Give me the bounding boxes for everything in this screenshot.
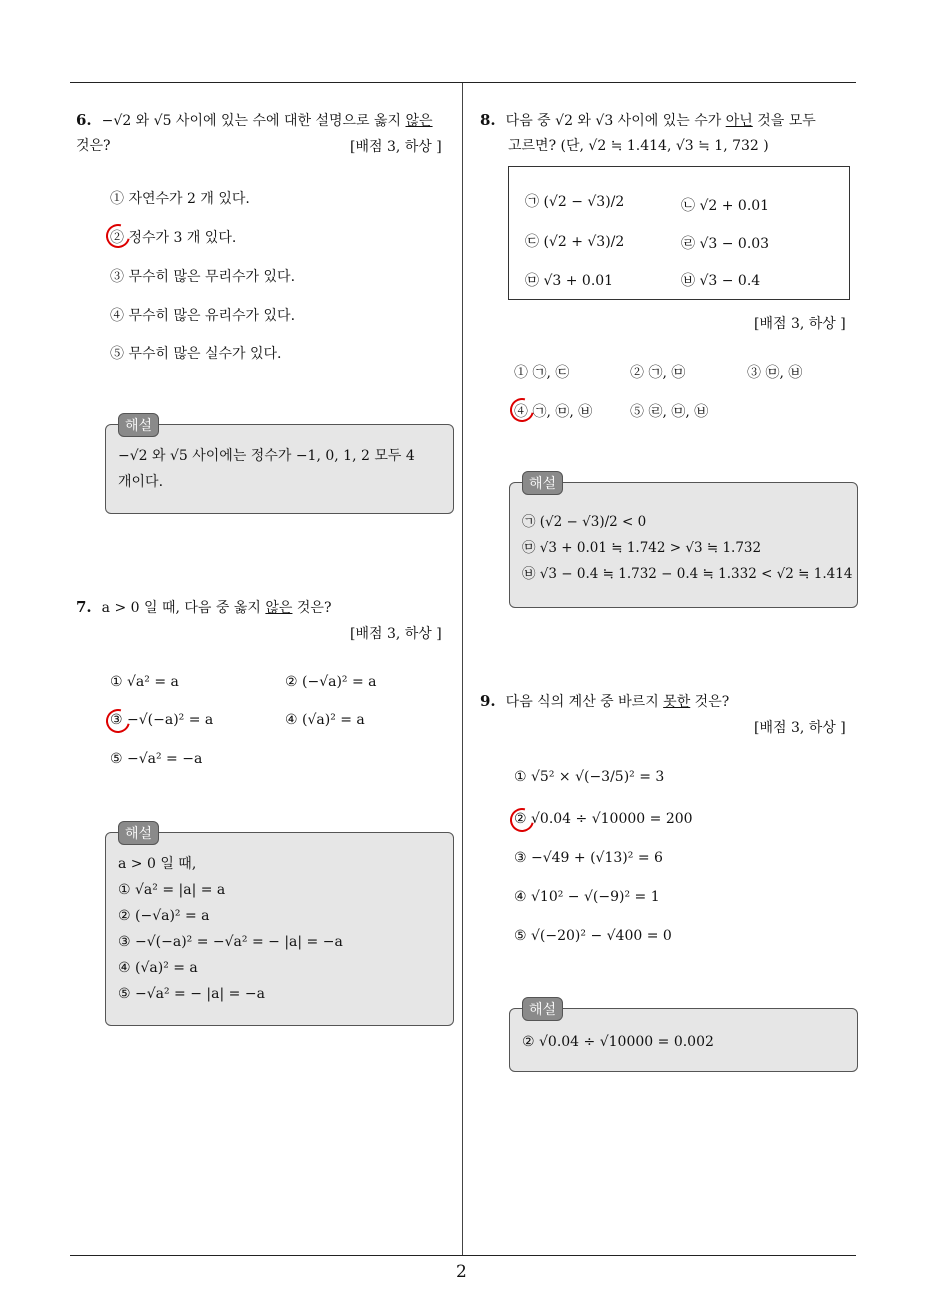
q7-option-5[interactable]: ⑤ −√a² = −a [110, 751, 203, 767]
q9-option-1[interactable]: ① √5² × √(−3/5)² = 3 [514, 769, 665, 785]
question-6-text-line2: 것은? [76, 138, 111, 154]
top-rule [70, 82, 856, 83]
question-7-text: 7. a > 0 일 때, 다음 중 옳지 않은 것은? [76, 598, 332, 616]
answer-mark [506, 804, 539, 837]
question-9-number: 9. [480, 692, 496, 710]
q7-solution-text: a > 0 일 때, ① √a² = |a| = a ② (−√a)² = a ③ −√(−a)² = −√a² = − |a| = −a ④ (√a)² = a ⑤ −√a² = − |a| = −a [118, 856, 343, 1002]
q8-solution-tag: 해설 [522, 471, 563, 495]
q8-item-b: ㉡ √2 + 0.01 [681, 198, 770, 214]
q8-solution-text: ㉠ (√2 − √3)/2 < 0 ㉤ √3 + 0.01 ≒ 1.742 > √3 ≒ 1.732 ㉥ √3 − 0.4 ≒ 1.732 − 0.4 ≒ 1.332 < √2 ≒ 1.414 [522, 514, 853, 582]
answer-mark [102, 220, 135, 253]
question-9-score: [배점 3, 하상 ] [754, 720, 846, 736]
q7-solution-tag: 해설 [118, 821, 159, 845]
q6-option-1[interactable]: ① 자연수가 2 개 있다. [110, 191, 250, 207]
q7-solution-box [105, 832, 454, 1026]
q6-option-5[interactable]: ⑤ 무수히 많은 실수가 있다. [110, 346, 282, 362]
q8-item-c: ㉢ (√2 + √3)/2 [525, 234, 625, 250]
q6-solution-box [105, 424, 454, 514]
q8-item-e: ㉤ √3 + 0.01 [525, 273, 614, 289]
answer-mark [102, 705, 135, 738]
q7-option-3[interactable]: ③ −√(−a)² = a [110, 712, 214, 728]
answer-mark [506, 394, 539, 427]
q6-solution-text: −√2 와 √5 사이에는 정수가 −1, 0, 1, 2 모두 4 개이다. [118, 448, 415, 490]
q6-solution-tag: 해설 [118, 413, 159, 437]
q7-option-1[interactable]: ① √a² = a [110, 674, 179, 690]
q8-option-5[interactable]: ⑤ ㉣, ㉤, ㉥ [630, 404, 709, 420]
question-8-text-line2: 고르면? (단, √2 ≒ 1.414, √3 ≒ 1, 732 ) [508, 138, 769, 154]
question-7 [76, 595, 456, 621]
q9-option-5[interactable]: ⑤ √(−20)² − √400 = 0 [514, 928, 672, 944]
q7-option-2[interactable]: ② (−√a)² = a [285, 674, 377, 690]
q9-option-2[interactable]: ② √0.04 ÷ √10000 = 200 [514, 811, 693, 827]
column-divider [462, 83, 463, 1255]
q8-item-f: ㉥ √3 − 0.4 [681, 273, 761, 289]
page-number: 2 [456, 1262, 467, 1282]
q8-option-3[interactable]: ③ ㉤, ㉥ [747, 365, 803, 381]
q7-option-4[interactable]: ④ (√a)² = a [285, 712, 365, 728]
bottom-rule [70, 1255, 856, 1256]
question-7-number: 7. [76, 598, 92, 616]
question-9 [480, 689, 860, 715]
q6-option-2[interactable]: ② 정수가 3 개 있다. [110, 230, 237, 246]
q8-option-1[interactable]: ① ㉠, ㉢ [514, 365, 570, 381]
question-6-text: 6. −√2 와 √5 사이에 있는 수에 대한 설명으로 옳지 않은 [76, 111, 433, 129]
question-8-text: 8. 다음 중 √2 와 √3 사이에 있는 수가 아닌 것을 모두 [480, 111, 816, 129]
question-6-number: 6. [76, 111, 92, 129]
question-8-score: [배점 3, 하상 ] [754, 316, 846, 332]
q6-option-4[interactable]: ④ 무수히 많은 유리수가 있다. [110, 308, 296, 324]
q8-choices-box [508, 166, 850, 300]
question-9-text: 9. 다음 식의 계산 중 바르지 못한 것은? [480, 692, 730, 710]
q6-option-3[interactable]: ③ 무수히 많은 무리수가 있다. [110, 269, 296, 285]
question-8 [480, 108, 860, 159]
q9-option-4[interactable]: ④ √10² − √(−9)² = 1 [514, 889, 660, 905]
q9-solution-text: ② √0.04 ÷ √10000 = 0.002 [522, 1034, 714, 1050]
q8-solution-box [509, 482, 858, 608]
q8-option-4[interactable]: ④ ㉠, ㉤, ㉥ [514, 404, 593, 420]
q8-item-d: ㉣ √3 − 0.03 [681, 236, 770, 252]
question-8-number: 8. [480, 111, 496, 129]
q8-item-a: ㉠ (√2 − √3)/2 [525, 194, 625, 210]
question-7-score: [배점 3, 하상 ] [350, 626, 442, 642]
q8-option-2[interactable]: ② ㉠, ㉤ [630, 365, 686, 381]
q9-solution-tag: 해설 [522, 997, 563, 1021]
q9-option-3[interactable]: ③ −√49 + (√13)² = 6 [514, 850, 663, 866]
question-6-score: [배점 3, 하상 ] [350, 139, 442, 155]
